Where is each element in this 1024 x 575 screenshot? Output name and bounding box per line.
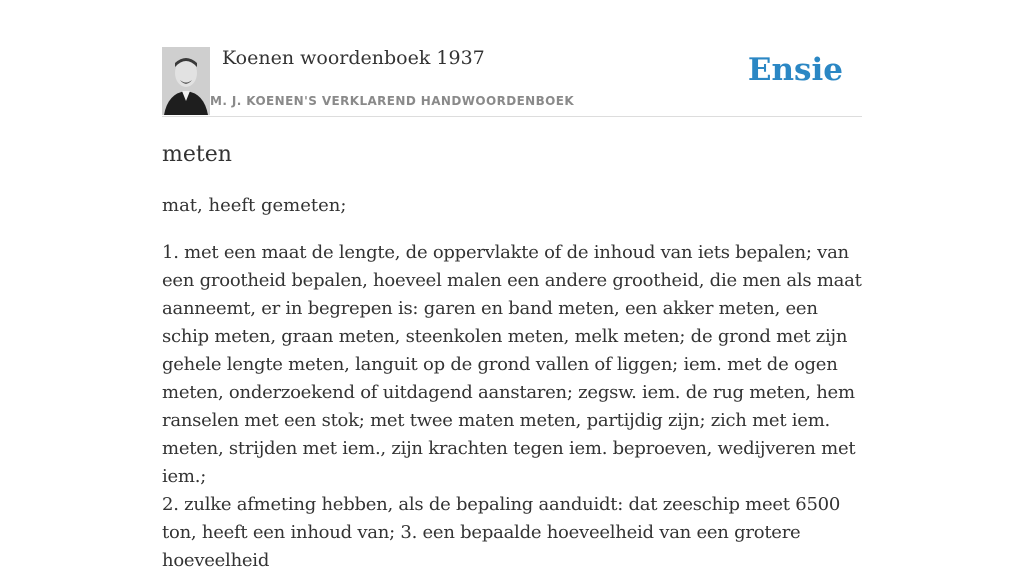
- portrait-svg: [162, 47, 210, 115]
- definition-part-2: 2. zulke afmeting hebben, als de bepaling aanduidt: dat zeeschip meet 6500 ton, heeft een inhoud van; 3. een bepaalde hoeveelheid van een grotere hoeveelheid: [162, 494, 841, 571]
- brand-logo-link[interactable]: Ensie: [747, 52, 843, 88]
- entry-grammar: mat, heeft gemeten;: [162, 195, 347, 216]
- entry-definition: [162, 239, 862, 575]
- author-portrait-icon: [162, 47, 210, 115]
- dictionary-subtitle: M. J. KOENEN'S VERKLAREND HANDWOORDENBOEK: [210, 94, 575, 108]
- dictionary-title[interactable]: Koenen woordenboek 1937: [222, 47, 485, 69]
- entry-headword: meten: [162, 142, 232, 167]
- definition-part-1: 1. met een maat de lengte, de oppervlakte of de inhoud van iets bepalen; van een grootheid bepalen, hoeveel malen een andere grootheid, die men als maat aanneemt, er in begrepen is: garen en band meten, een akker meten, een schip meten, graan meten, steenkolen meten, melk meten; de grond met zijn gehele lengte meten, languit op de grond vallen of liggen; iem. met de ogen meten, onderzoekend of uitdagend aanstaren; zegsw. iem. de rug meten, hem ranselen met een stok; met twee maten meten, partijdig zijn; zich met iem. meten, strijden met iem., zijn krachten tegen iem. beproeven, wedijveren met iem.;: [162, 242, 862, 487]
- dictionary-header: [162, 46, 862, 117]
